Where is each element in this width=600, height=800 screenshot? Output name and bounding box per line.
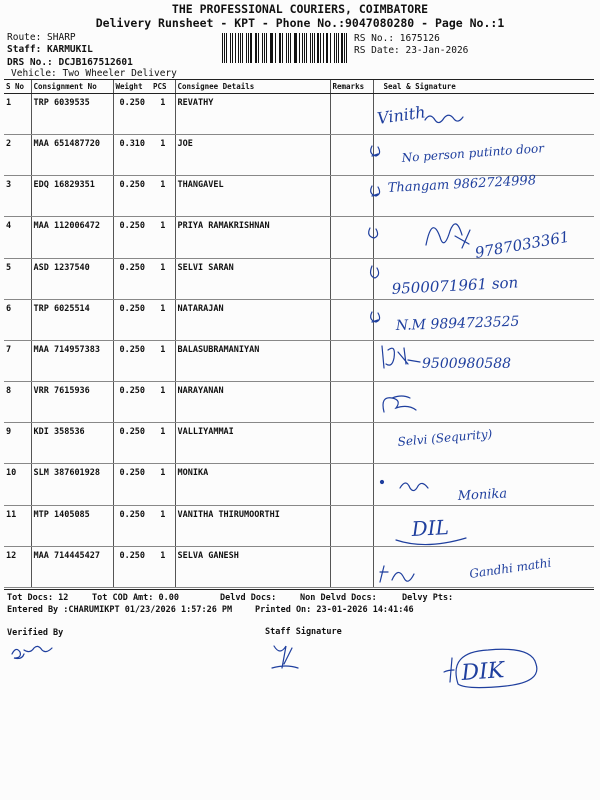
row-remarks <box>330 94 373 135</box>
remark-row-2: No person putinto door <box>401 141 545 165</box>
row-sno: 3 <box>4 176 31 217</box>
table-row <box>4 176 594 217</box>
row-consignment-no: ASD 1237540 <box>31 258 113 299</box>
row-seal-signature <box>373 176 594 217</box>
row-consignment-no: TRP 6025514 <box>31 299 113 340</box>
table-row <box>4 258 594 299</box>
staff-signature <box>272 646 298 668</box>
row-consignee: SELVI SARAN <box>175 258 330 299</box>
row-seal-signature <box>373 505 594 546</box>
row-seal-signature <box>373 423 594 464</box>
table-header-row <box>4 80 594 94</box>
table-row <box>4 299 594 340</box>
row-sno: 11 <box>4 505 31 546</box>
row-weight: 0.250 <box>113 382 151 423</box>
printed-on: Printed On: 23-01-2026 14:41:46 <box>255 605 414 615</box>
row-weight: 0.250 <box>113 299 151 340</box>
row-sno: 12 <box>4 546 31 587</box>
table-row <box>4 217 594 258</box>
row-consignee: VANITHA THIRUMOORTHI <box>175 505 330 546</box>
row-pcs: 1 <box>151 546 175 587</box>
row-consignee: PRIYA RAMAKRISHNAN <box>175 217 330 258</box>
row-remarks <box>330 299 373 340</box>
row-consignment-no: TRP 6039535 <box>31 94 113 135</box>
remark-row-9: Selvi (Sequrity) <box>397 426 493 449</box>
signature-row-11: DIL <box>411 515 450 541</box>
remark-row-6: N.M 9894723525 <box>395 313 520 334</box>
barcode <box>222 33 350 63</box>
row-consignee: NATARAJAN <box>175 299 330 340</box>
row-seal-signature <box>373 135 594 176</box>
row-weight: 0.250 <box>113 258 151 299</box>
row-remarks <box>330 546 373 587</box>
row-pcs: 1 <box>151 505 175 546</box>
row-consignment-no: MAA 714957383 <box>31 340 113 381</box>
mark-circle <box>456 649 537 687</box>
row-pcs: 1 <box>151 258 175 299</box>
route-label: Route: SHARP <box>7 32 76 43</box>
col-consignee: Consignee Details <box>175 80 330 94</box>
total-docs: Tot Docs: 12 <box>7 593 69 603</box>
row-seal-signature <box>373 382 594 423</box>
delivery-points: Delvy Pts: <box>402 593 454 603</box>
row-consignment-no: MTP 1405085 <box>31 505 113 546</box>
row-remarks <box>330 505 373 546</box>
row-weight: 0.250 <box>113 423 151 464</box>
row-consignment-no: VRR 7615936 <box>31 382 113 423</box>
verified-by-label: Verified By <box>7 628 64 638</box>
row-consignee: VALLIYAMMAI <box>175 423 330 464</box>
runsheet-subtitle: Delivery Runsheet - KPT - Phone No.:9047080280 - Page No.:1 <box>95 16 505 30</box>
col-pcs: PCS <box>151 80 175 94</box>
row-sno: 1 <box>4 94 31 135</box>
remark-row-5: 9500071961 son <box>391 273 519 298</box>
row-consignment-no: MAA 714445427 <box>31 546 113 587</box>
staff-signature-label: Staff Signature <box>265 627 342 637</box>
row-pcs: 1 <box>151 176 175 217</box>
row-consignee: REVATHY <box>175 94 330 135</box>
remark-row-3: Thangam 9862724998 <box>387 173 537 196</box>
table-row <box>4 340 594 381</box>
row-pcs: 1 <box>151 464 175 505</box>
row-pcs: 1 <box>151 382 175 423</box>
row-pcs: 1 <box>151 94 175 135</box>
signature-row-1: Vinith <box>375 102 427 128</box>
row-remarks <box>330 382 373 423</box>
row-seal-signature <box>373 217 594 258</box>
row-pcs: 1 <box>151 423 175 464</box>
row-consignee: THANGAVEL <box>175 176 330 217</box>
row-seal-signature <box>373 464 594 505</box>
row-pcs: 1 <box>151 299 175 340</box>
row-weight: 0.250 <box>113 464 151 505</box>
drs-number: DRS No.: DCJB167512601 <box>7 57 133 68</box>
col-seal-signature: Seal & Signature <box>373 80 594 94</box>
row-weight: 0.250 <box>113 546 151 587</box>
row-weight: 0.250 <box>113 505 151 546</box>
remark-row-7: 9500980588 <box>422 356 512 372</box>
row-sno: 5 <box>4 258 31 299</box>
footer-divider <box>4 589 594 590</box>
non-delivered-docs: Non Delvd Docs: <box>300 593 377 603</box>
col-remarks: Remarks <box>330 80 373 94</box>
row-remarks <box>330 217 373 258</box>
row-pcs: 1 <box>151 340 175 381</box>
row-consignment-no: MAA 651487720 <box>31 135 113 176</box>
vehicle-label: Vehicle: Two Wheeler Delivery <box>11 68 177 79</box>
table-row <box>4 94 594 135</box>
table-row <box>4 464 594 505</box>
row-pcs: 1 <box>151 135 175 176</box>
row-remarks <box>330 423 373 464</box>
mark-line <box>444 658 454 682</box>
company-title: THE PROFESSIONAL COURIERS, COIMBATORE <box>171 2 429 16</box>
row-seal-signature <box>373 340 594 381</box>
verified-signature <box>12 646 52 658</box>
row-remarks <box>330 340 373 381</box>
col-consignment: Consignment No <box>31 80 113 94</box>
row-remarks <box>330 464 373 505</box>
rs-date: RS Date: 23-Jan-2026 <box>354 45 469 56</box>
row-remarks <box>330 176 373 217</box>
table-row <box>4 423 594 464</box>
col-weight: Weight <box>113 80 151 94</box>
delivered-docs: Delvd Docs: <box>220 593 277 603</box>
row-weight: 0.250 <box>113 176 151 217</box>
row-remarks <box>330 258 373 299</box>
table-row <box>4 546 594 587</box>
row-seal-signature <box>373 94 594 135</box>
entered-by: Entered By :CHARUMIKPT 01/23/2026 1:57:26 PM <box>7 605 233 615</box>
row-consignment-no: MAA 112006472 <box>31 217 113 258</box>
table-row <box>4 382 594 423</box>
total-cod-amount: Tot COD Amt: 0.00 <box>92 593 179 603</box>
remark-row-12: Gandhi mathi <box>468 555 553 581</box>
row-consignee: MONIKA <box>175 464 330 505</box>
row-seal-signature <box>373 258 594 299</box>
row-sno: 6 <box>4 299 31 340</box>
row-consignee: JOE <box>175 135 330 176</box>
row-remarks <box>330 135 373 176</box>
delivery-mark: DIK <box>460 658 506 686</box>
delivery-table <box>4 79 594 588</box>
row-weight: 0.250 <box>113 340 151 381</box>
row-sno: 7 <box>4 340 31 381</box>
row-pcs: 1 <box>151 217 175 258</box>
row-weight: 0.310 <box>113 135 151 176</box>
row-seal-signature <box>373 546 594 587</box>
remark-row-10: Monika <box>457 486 508 504</box>
col-sno: S No <box>4 80 31 94</box>
row-consignment-no: EDQ 16829351 <box>31 176 113 217</box>
staff-label: Staff: KARMUKIL <box>7 44 93 55</box>
row-weight: 0.250 <box>113 217 151 258</box>
remark-row-4: 9787033361 <box>473 227 571 262</box>
row-consignee: BALASUBRAMANIYAN <box>175 340 330 381</box>
row-consignee: SELVA GANESH <box>175 546 330 587</box>
table-row <box>4 505 594 546</box>
row-seal-signature <box>373 299 594 340</box>
row-consignee: NARAYANAN <box>175 382 330 423</box>
rs-number: RS No.: 1675126 <box>354 33 440 44</box>
row-weight: 0.250 <box>113 94 151 135</box>
row-sno: 10 <box>4 464 31 505</box>
row-consignment-no: KDI 358536 <box>31 423 113 464</box>
row-sno: 9 <box>4 423 31 464</box>
row-sno: 2 <box>4 135 31 176</box>
row-consignment-no: SLM 387601928 <box>31 464 113 505</box>
row-sno: 8 <box>4 382 31 423</box>
row-sno: 4 <box>4 217 31 258</box>
table-row <box>4 135 594 176</box>
